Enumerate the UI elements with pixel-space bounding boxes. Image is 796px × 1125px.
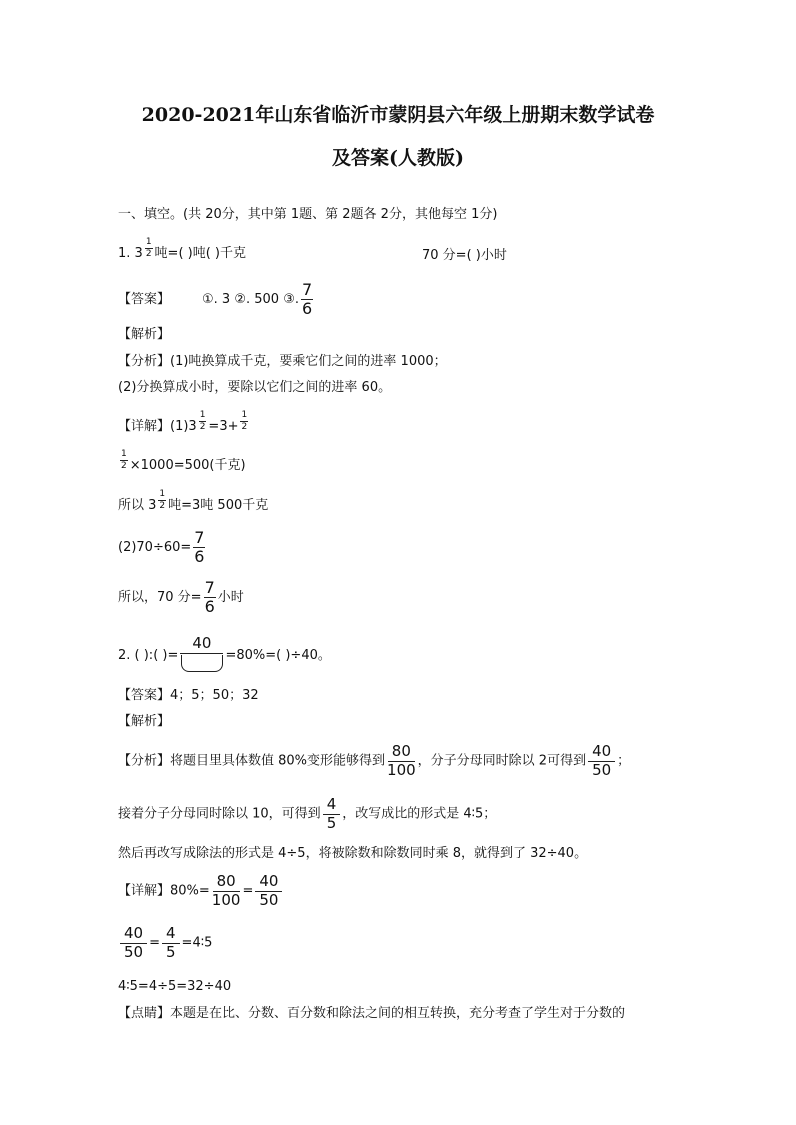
fraction: $\frac{7}{6}$ [302,280,313,318]
fraction: $\frac{4}{5}$ [323,797,341,831]
fraction: $\frac{1}{2}$ [145,237,152,259]
q2-line-b: $\frac{40}{50}$ = $\frac{4}{5}$ =4∶5 [118,926,212,960]
q2-line2: 接着分子分母同时除以 10，可得到 $\frac{4}{5}$ ，改写成比的形式是 4∶5； [118,795,497,832]
fraction: $\frac{7}{6}$ [204,578,215,616]
fraction: $\frac{80}{100}$ [211,872,241,909]
q1-stem-part2: 70 分=( )小时 [422,248,507,263]
fraction: $\frac{1}{2}$ [121,449,127,471]
fraction: 40 [180,636,223,675]
fraction: $\frac{40}{50}$ [120,926,147,960]
q1-suoyi-1: 所以 3 $\frac{1}{2}$ 吨=3吨 500千克 [118,489,269,513]
q1-mult-line: $\frac{1}{2}$ ×1000=500(千克) [121,449,246,473]
q2-stem: 2. ( ):( )= 40 =80%=( )÷40。 [118,636,331,675]
q2-dianjing: 【点睛】本题是在比、分数、百分数和除法之间的相互转换，充分考查了学生对于分数的 [118,1006,626,1021]
q1-part2: (2)70÷60= $\frac{7}{6}$ [118,528,205,566]
fraction: $\frac{1}{2}$ [199,410,206,432]
q1-answer: 【答案】 ①. 3 ②. 500 ③. $\frac{7}{6}$ [118,280,313,318]
fraction: $\frac{4}{5}$ [162,926,180,960]
q2-answer: 【答案】4；5；50；32 [118,688,259,703]
q1-fenxi-1: 【分析】(1)吨换算成千克，要乘它们之间的进率 1000； [118,354,447,369]
doc-title-line1: 2020-2021年山东省临沂市蒙阴县六年级上册期末数学试卷 [141,104,655,126]
q1-xiangjie: 【详解】(1)3 $\frac{1}{2}$ =3+ $\frac{1}{2}$ [118,410,248,434]
q1-stem: 1. 3 $\frac{1}{2}$ 吨=( )吨( )千克 [118,237,246,261]
doc-title-line2: 及答案(人教版) [332,147,464,169]
q2-line-c: 4∶5=4÷5=32÷40 [118,979,232,994]
fraction: $\frac{40}{50}$ [255,874,282,908]
fraction: $\frac{1}{2}$ [159,489,166,511]
fraction: $\frac{40}{50}$ [588,744,615,778]
q2-jiexi: 【解析】 [118,714,171,729]
q2-xiangjie: 【详解】80%= $\frac{80}{100}$ = $\frac{40}{50}$ [118,874,284,908]
q1-suoyi-2: 所以，70 分= $\frac{7}{6}$ 小时 [118,578,244,616]
section-heading: 一、填空。(共 20分，其中第 1题、第 2题各 2分，其他每空 1分) [118,207,498,222]
q1-jiexi: 【解析】 [118,327,171,342]
q1-fenxi-2: (2)分换算成小时，要除以它们之间的进率 60。 [118,380,392,395]
q2-line3: 然后再改写成除法的形式是 4÷5，将被除数和除数同时乘 8，就得到了 32÷40。 [118,846,588,861]
blank-denominator [181,655,223,672]
q2-fenxi: 【分析】将题目里具体数值 80%变形能够得到 $\frac{80}{100}$ ，分子分母同时除以 2可得到 $\frac{40}{50}$ ； [118,742,631,779]
fraction: $\frac{80}{100}$ [387,742,416,779]
fraction: $\frac{1}{2}$ [241,410,248,432]
fraction: $\frac{7}{6}$ [194,528,205,566]
